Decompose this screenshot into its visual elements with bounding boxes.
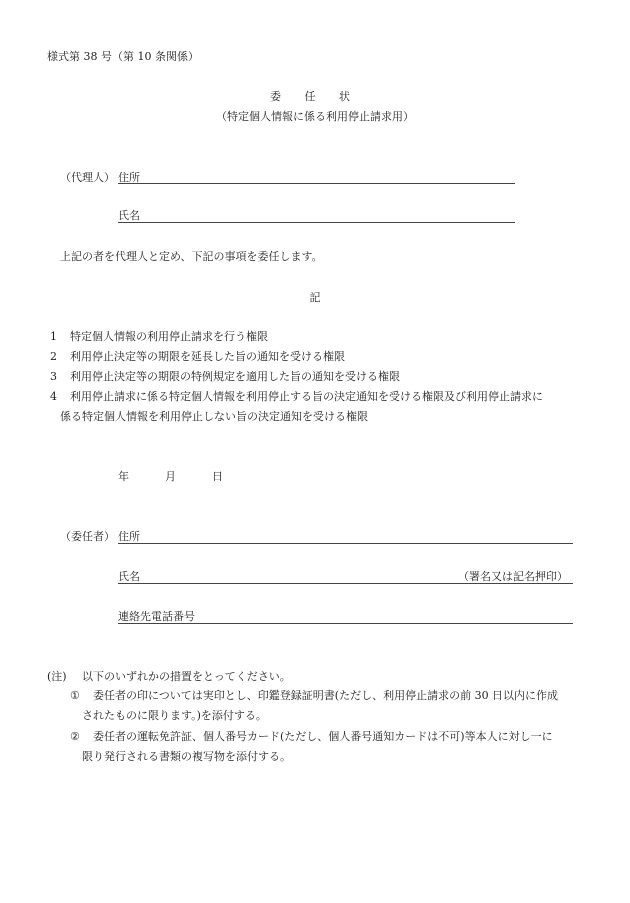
item-number: 2 [50, 350, 57, 363]
item-text: 特定個人情報の利用停止請求を行う権限 [70, 330, 268, 343]
note-text: 委任者の運転免許証、個人番号カード(ただし、個人番号通知カードは不可)等本人に対し一に [93, 730, 553, 743]
date-month-label: 月 [165, 470, 176, 483]
item-text: 利用停止決定等の期限を延長した旨の通知を受ける権限 [70, 350, 345, 363]
ki-heading: 記 [309, 291, 321, 304]
agent-address-label: 住所 [118, 171, 140, 184]
notes-label: (注) [47, 670, 67, 683]
note-mark: ① [70, 689, 80, 702]
item-number: 4 [50, 390, 57, 403]
principal-address-label: 住所 [118, 530, 140, 543]
item-number: 3 [50, 370, 57, 383]
document-subtitle: （特定個人情報に係る利用停止請求用） [216, 110, 414, 123]
date-day-label: 日 [212, 470, 223, 483]
principal-address-line[interactable] [118, 543, 573, 544]
agent-address-line[interactable] [118, 183, 515, 184]
principal-name-line[interactable] [118, 583, 573, 584]
date-year-label: 年 [118, 470, 129, 483]
form-number: 様式第 38 号（第 10 条関係） [47, 50, 199, 63]
principal-role-label: （委任者） [60, 530, 115, 543]
notes-intro: 以下のいずれかの措置をとってください。 [82, 670, 291, 683]
seal-note: （署名又は記名押印） [458, 570, 568, 583]
document-title: 委 任 状 [270, 90, 360, 103]
note-text-continuation: 限り発行される書類の複写物を添付する。 [82, 750, 291, 763]
note-text-continuation: されたものに限ります。)を添付する。 [82, 709, 267, 722]
item-text: 利用停止決定等の期限の特例規定を適用した旨の通知を受ける権限 [70, 370, 400, 383]
delegation-statement: 上記の者を代理人と定め、下記の事項を委任します。 [60, 250, 323, 263]
item-number: 1 [50, 330, 57, 343]
item-text-continuation: 係る特定個人情報を利用停止しない旨の決定通知を受ける権限 [60, 410, 368, 423]
item-text: 利用停止請求に係る特定個人情報を利用停止する旨の決定通知を受ける権限及び利用停止請求に [70, 390, 543, 403]
principal-name-label: 氏名 [118, 570, 140, 583]
note-mark: ② [70, 730, 80, 743]
agent-name-line[interactable] [118, 222, 515, 223]
principal-phone-label: 連絡先電話番号 [118, 610, 195, 623]
agent-role-label: （代理人） [60, 171, 115, 184]
agent-name-label: 氏名 [118, 209, 140, 222]
principal-phone-line[interactable] [118, 623, 573, 624]
note-text: 委任者の印については実印とし、印鑑登録証明書(ただし、利用停止請求の前 30 日以内に作成 [93, 689, 559, 702]
